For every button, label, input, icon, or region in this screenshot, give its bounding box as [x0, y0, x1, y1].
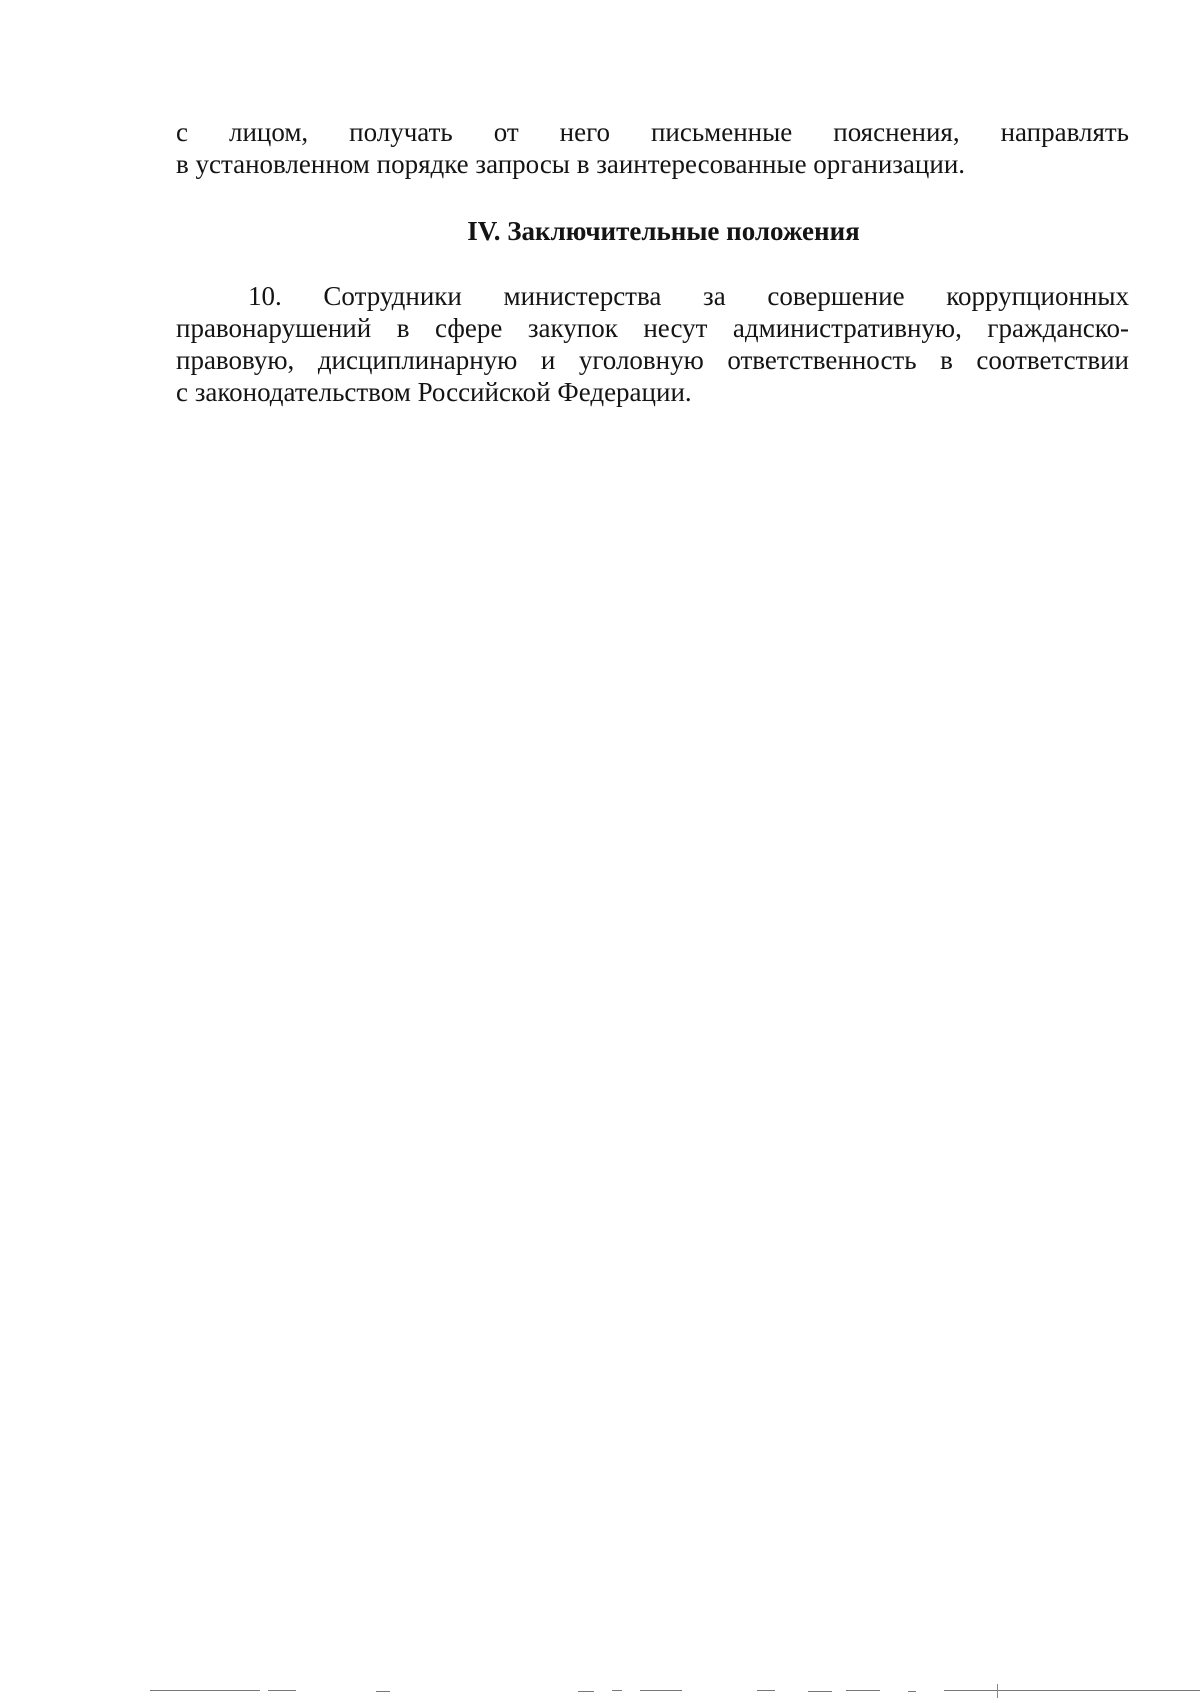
scan-artifact: [268, 1690, 296, 1691]
scan-artifact: [150, 1690, 260, 1691]
section-heading: IV. Заключительные положения: [467, 216, 860, 246]
scan-artifact: [808, 1691, 832, 1692]
paragraph-line: в установленном порядке запросы в заинтересованные организации.: [176, 149, 966, 179]
paragraph-line: с законодательством Российской Федерации.: [176, 377, 692, 407]
scan-artifact: [376, 1691, 390, 1692]
scan-artifact: [612, 1690, 622, 1691]
paragraph-continued: [176, 116, 1129, 180]
scan-artifact: [944, 1690, 1200, 1691]
paragraph-line: правонарушений в сфере закупок несут административную, гражданско-: [176, 313, 1129, 343]
scan-artifact: [908, 1691, 916, 1692]
paragraph-line: правовую, дисциплинарную и уголовную ответственность в соответствии: [176, 345, 1129, 375]
scan-artifact: [846, 1690, 880, 1691]
paragraph-line: с лицом, получать от него письменные пояснения, направлять: [176, 117, 1129, 147]
scan-artifact: [757, 1690, 775, 1691]
scan-artifact: [578, 1691, 594, 1692]
scan-artifact: [997, 1684, 998, 1698]
scan-artifact: [640, 1690, 682, 1691]
paragraph-10: [176, 280, 1129, 408]
paragraph-line: 10. Сотрудники министерства за совершение коррупционных: [248, 281, 1129, 311]
